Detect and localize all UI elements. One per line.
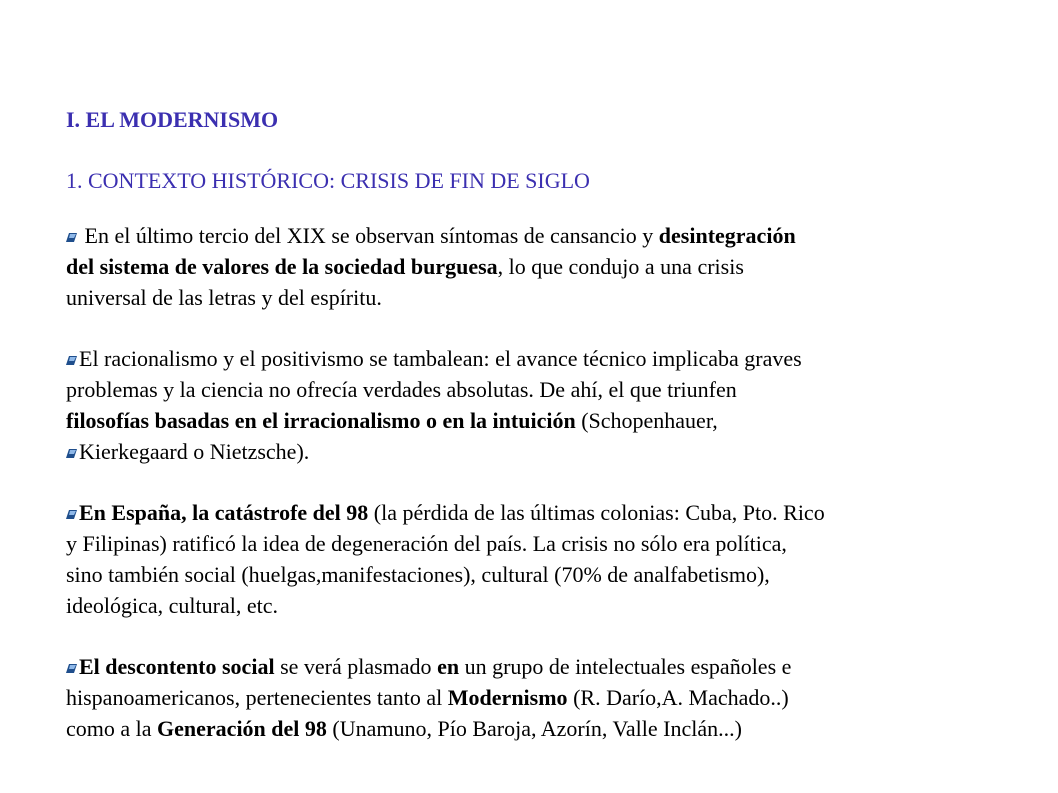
text-run: , lo que condujo a una crisis — [497, 254, 744, 279]
slide-content — [66, 105, 1058, 744]
text-run: ideológica, cultural, etc. — [66, 593, 278, 618]
paragraph-line — [66, 528, 1058, 559]
bold-run: del sistema de valores de la sociedad burguesa — [66, 254, 498, 279]
paragraph-espana — [66, 497, 1058, 621]
bullet-icon — [66, 510, 77, 519]
text-run: universal de las letras y del espíritu. — [66, 285, 382, 310]
paragraph-line — [66, 374, 1058, 405]
paragraph-line — [66, 497, 1058, 528]
text-run: hispanoamericanos, pertenecientes tanto al — [66, 685, 448, 710]
text-run: y Filipinas) ratificó la idea de degeneración del país. La crisis no sólo era política, — [66, 531, 787, 556]
text-run: sino también social (huelgas,manifestaciones), cultural (70% de analfabetismo), — [66, 562, 770, 587]
paragraph-line — [66, 590, 1058, 621]
bold-run: Generación del 98 — [157, 716, 327, 741]
bullet-icon — [66, 356, 77, 365]
text-run: (la pérdida de las últimas colonias: Cuba, Pto. Rico — [368, 500, 825, 525]
text-run: Kierkegaard o Nietzsche). — [79, 439, 310, 464]
paragraph-line — [66, 682, 1058, 713]
bullet-icon — [66, 664, 77, 673]
section-subtitle: 1. CONTEXTO HISTÓRICO: CRISIS DE FIN DE SIGLO — [66, 168, 590, 193]
paragraph-crisis — [66, 220, 1058, 313]
bold-run: desintegración — [658, 223, 796, 248]
paragraph-line — [66, 405, 1058, 436]
text-run: problemas y la ciencia no ofrecía verdades absolutas. De ahí, el que triunfen — [66, 377, 737, 402]
page-title: I. EL MODERNISMO — [66, 107, 279, 132]
paragraph-line — [66, 343, 1058, 374]
paragraph-line — [66, 220, 1058, 251]
bold-run: Modernismo — [447, 685, 568, 710]
bullet-icon — [66, 449, 77, 458]
bold-run: filosofías basadas en el irracionalismo o en la intuición — [66, 408, 576, 433]
text-run: (Schopenhauer, — [575, 408, 718, 433]
bullet-icon — [66, 233, 77, 242]
text-run: se verá plasmado — [274, 654, 438, 679]
bold-run: El descontento social — [79, 654, 275, 679]
paragraph-line — [66, 251, 1058, 282]
bold-run: En España, la catástrofe del 98 — [79, 500, 369, 525]
paragraph-line — [66, 559, 1058, 590]
text-run: (Unamuno, Pío Baroja, Azorín, Valle Inclán...) — [326, 716, 742, 741]
paragraph-line — [66, 436, 1058, 467]
paragraph-racionalismo — [66, 343, 1058, 467]
paragraph-descontento — [66, 651, 1058, 744]
text-run: En el último tercio del XIX se observan síntomas de cansancio y — [79, 223, 659, 248]
paragraph-line — [66, 651, 1058, 682]
text-run: como a la — [66, 716, 158, 741]
text-run: El racionalismo y el positivismo se tambalean: el avance técnico implicaba graves — [79, 346, 802, 371]
text-run: (R. Darío,A. Machado..) — [567, 685, 789, 710]
paragraph-line — [66, 282, 1058, 313]
paragraph-line — [66, 713, 1058, 744]
bold-run: en — [437, 654, 460, 679]
text-run: un grupo de intelectuales españoles e — [459, 654, 792, 679]
